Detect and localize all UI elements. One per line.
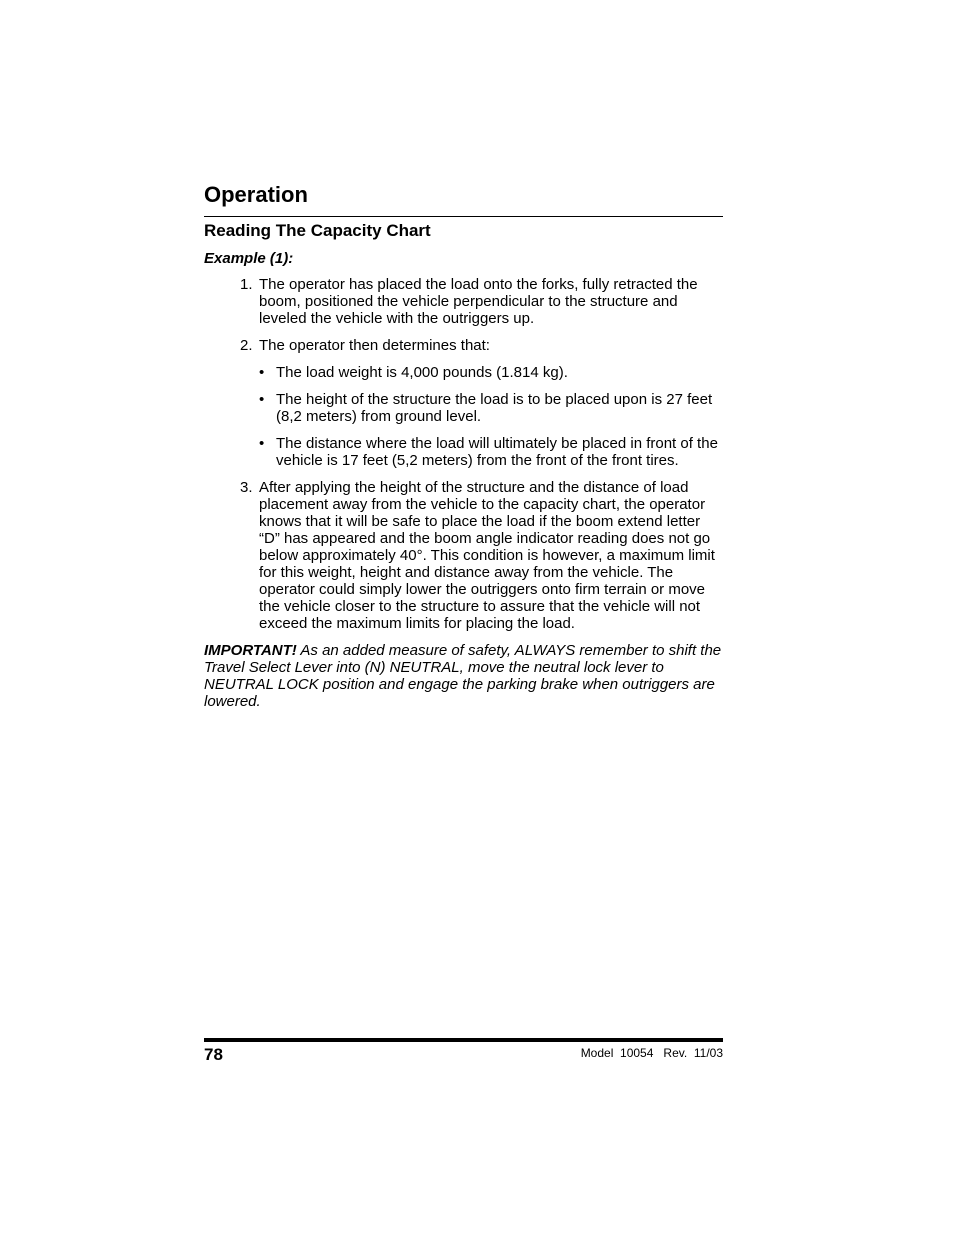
example-label: Example (1):: [204, 250, 294, 267]
step-number: 1.: [240, 276, 253, 293]
chapter-divider: [204, 216, 723, 217]
footer-divider: [204, 1038, 723, 1042]
step-text: After applying the height of the structure and the distance of load placement away from the vehicle to the capacity chart, the operator knows that it will be safe to place the load if the boom extend letter “D” has appeared and the boom angle indicator reading does not go below approximately 40°. This condition is however, a maximum limit for this weight, height and distance away from the vehicle. The operator could simply lower the outriggers onto firm terrain or move the vehicle closer to the structure to assure that the vehicle will not exceed the maximum limits for placing the load.: [259, 479, 715, 632]
bullet-text: The distance where the load will ultimately be placed in front of the vehicle is 17 feet (5,2 meters) from the front of the front tires.: [276, 435, 718, 469]
step-item: [204, 276, 723, 327]
important-text: As an added measure of safety, ALWAYS remember to shift the Travel Select Lever into (N) NEUTRAL, move the neutral lock lever to NEUTRAL LOCK position and engage the parking brake when outriggers are lowered.: [204, 642, 722, 710]
step-number: 3.: [240, 479, 253, 496]
step-item: [204, 337, 723, 354]
bullet-icon: •: [259, 391, 265, 408]
page-number: 78: [204, 1045, 223, 1064]
chapter-title: Operation: [204, 182, 308, 207]
important-label: IMPORTANT!: [204, 642, 297, 659]
bullet-text: The load weight is 4,000 pounds (1.814 kg).: [276, 364, 568, 381]
model-revision-info: Model 10054 Rev. 11/03: [580, 1046, 723, 1060]
step-number: 2.: [240, 337, 253, 354]
bullet-item: [204, 364, 723, 381]
step-text: The operator then determines that:: [259, 337, 490, 354]
bullet-item: [204, 435, 723, 469]
section-title: Reading The Capacity Chart: [204, 221, 431, 240]
bullet-item: [204, 391, 723, 425]
important-note: [204, 642, 723, 710]
step-text: The operator has placed the load onto the forks, fully retracted the boom, positioned the vehicle perpendicular to the structure and leveled the vehicle with the outriggers up.: [259, 276, 698, 327]
step-item: [204, 479, 723, 632]
bullet-icon: •: [259, 364, 265, 381]
bullet-icon: •: [259, 435, 265, 452]
section-content: [204, 250, 723, 710]
bullet-text: The height of the structure the load is to be placed upon is 27 feet (8,2 meters) from ground level.: [276, 391, 713, 425]
